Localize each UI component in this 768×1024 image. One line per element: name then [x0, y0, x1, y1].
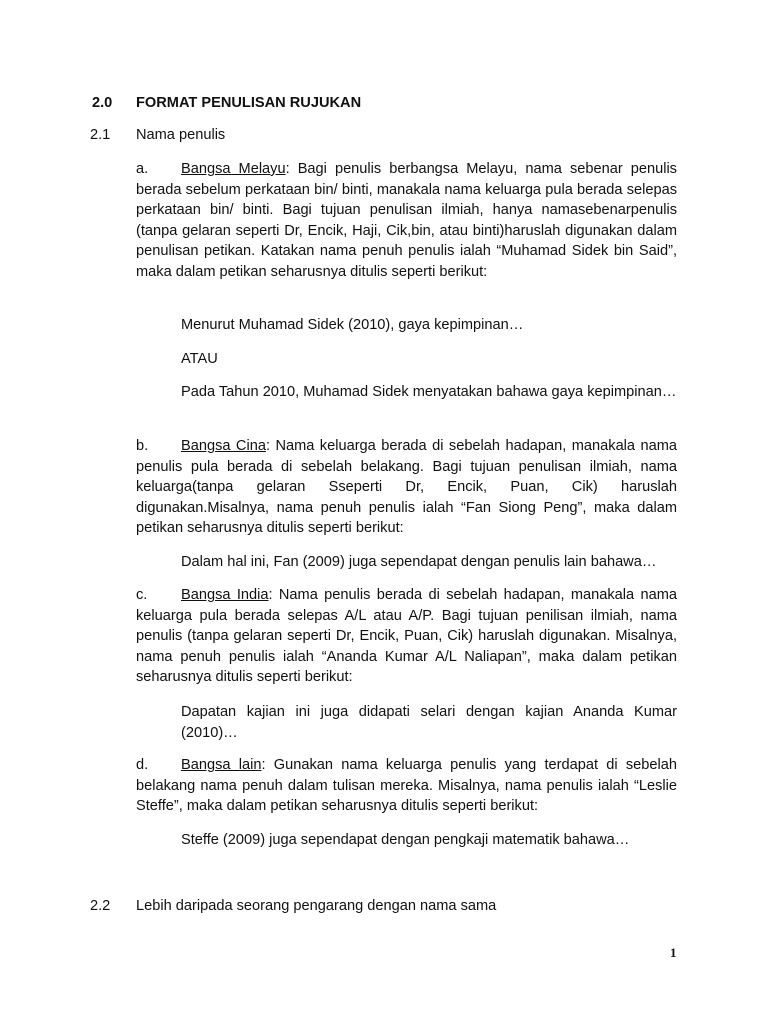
list-item-a	[136, 159, 677, 282]
item-text: : Gunakan nama keluarga penulis yang terdapat di sebelah belakang nama penuh dalam tulisan mereka. Misalnya, nama penulis ialah “Leslie Steffe”, maka dalam petikan seharusnya ditulis seperti berikut:	[136, 757, 677, 814]
item-letter: b.	[136, 438, 149, 454]
page-number: 1	[670, 945, 677, 960]
item-label: Bangsa lain	[181, 757, 262, 773]
item-text: : Nama penulis berada di sebelah hadapan, manakala nama keluarga pula berada selepas A/L atau A/P. Bagi tujuan penilisan ilmiah, nama penulis (tanpa gelaran seperti Dr, Encik, Puan, Cik) haruslah digunakan. Misalnya, nama penuh penulis ialah “Ananda Kumar A/L Naliapan”, maka dalam petikan seharusnya ditulis seperti berikut:	[136, 587, 677, 685]
example-quote: Pada Tahun 2010, Muhamad Sidek menyatakan bahawa gaya kepimpinan…	[181, 384, 677, 400]
item-letter: d.	[136, 757, 149, 773]
section-heading	[92, 93, 361, 114]
subsection-2-1	[90, 125, 225, 146]
subsection-number: 2.2	[90, 898, 111, 914]
subsection-number: 2.1	[90, 127, 111, 143]
item-label: Bangsa Cina	[181, 438, 266, 454]
example-separator: ATAU	[181, 351, 218, 367]
item-text: : Nama keluarga berada di sebelah hadapan, manakala nama penulis pula berada di sebelah belakang. Bagi tujuan penulisan ilmiah, nama keluarga(tanpa gelaran Sseperti Dr, Encik, Puan, Cik) haruslah digunakan.Misalnya, nama penuh penulis ialah “Fan Siong Peng”, maka dalam petikan seharusnya ditulis seperti berikut:	[136, 438, 677, 536]
subsection-2-2	[90, 896, 496, 917]
heading-number: 2.0	[92, 95, 113, 111]
example-quote: Dalam hal ini, Fan (2009) juga sependapat dengan penulis lain bahawa…	[181, 554, 657, 570]
item-label: Bangsa India	[181, 587, 269, 603]
subsection-title: Lebih daripada seorang pengarang dengan nama sama	[136, 898, 497, 914]
list-item-b	[136, 436, 677, 539]
item-letter: c.	[136, 587, 148, 603]
item-label: Bangsa Melayu	[181, 161, 286, 177]
list-item-c	[136, 585, 677, 688]
item-letter: a.	[136, 161, 149, 177]
example-quote: Dapatan kajian ini juga didapati selari dengan kajian Ananda Kumar (2010)…	[181, 704, 677, 741]
item-text: : Bagi penulis berbangsa Melayu, nama sebenar penulis berada sebelum perkataan bin/ binti, manakala nama keluarga pula berada selepas perkataan bin/ binti. Bagi tujuan penulisan ilmiah, hanya namasebenarpenulis (tanpa gelaran seperti Dr, Encik, Haji, Cik,bin, atau binti)haruslah digunakan dalam penulisan petikan. Katakan nama penuh penulis ialah “Muhamad Sidek bin Said”, maka dalam petikan seharusnya ditulis seperti berikut:	[136, 161, 677, 280]
example-quote: Steffe (2009) juga sependapat dengan pengkaji matematik bahawa…	[181, 832, 630, 848]
example-quote: Menurut Muhamad Sidek (2010), gaya kepimpinan…	[181, 317, 524, 333]
heading-title: FORMAT PENULISAN RUJUKAN	[136, 95, 362, 111]
subsection-title: Nama penulis	[136, 127, 226, 143]
list-item-d	[136, 755, 677, 817]
